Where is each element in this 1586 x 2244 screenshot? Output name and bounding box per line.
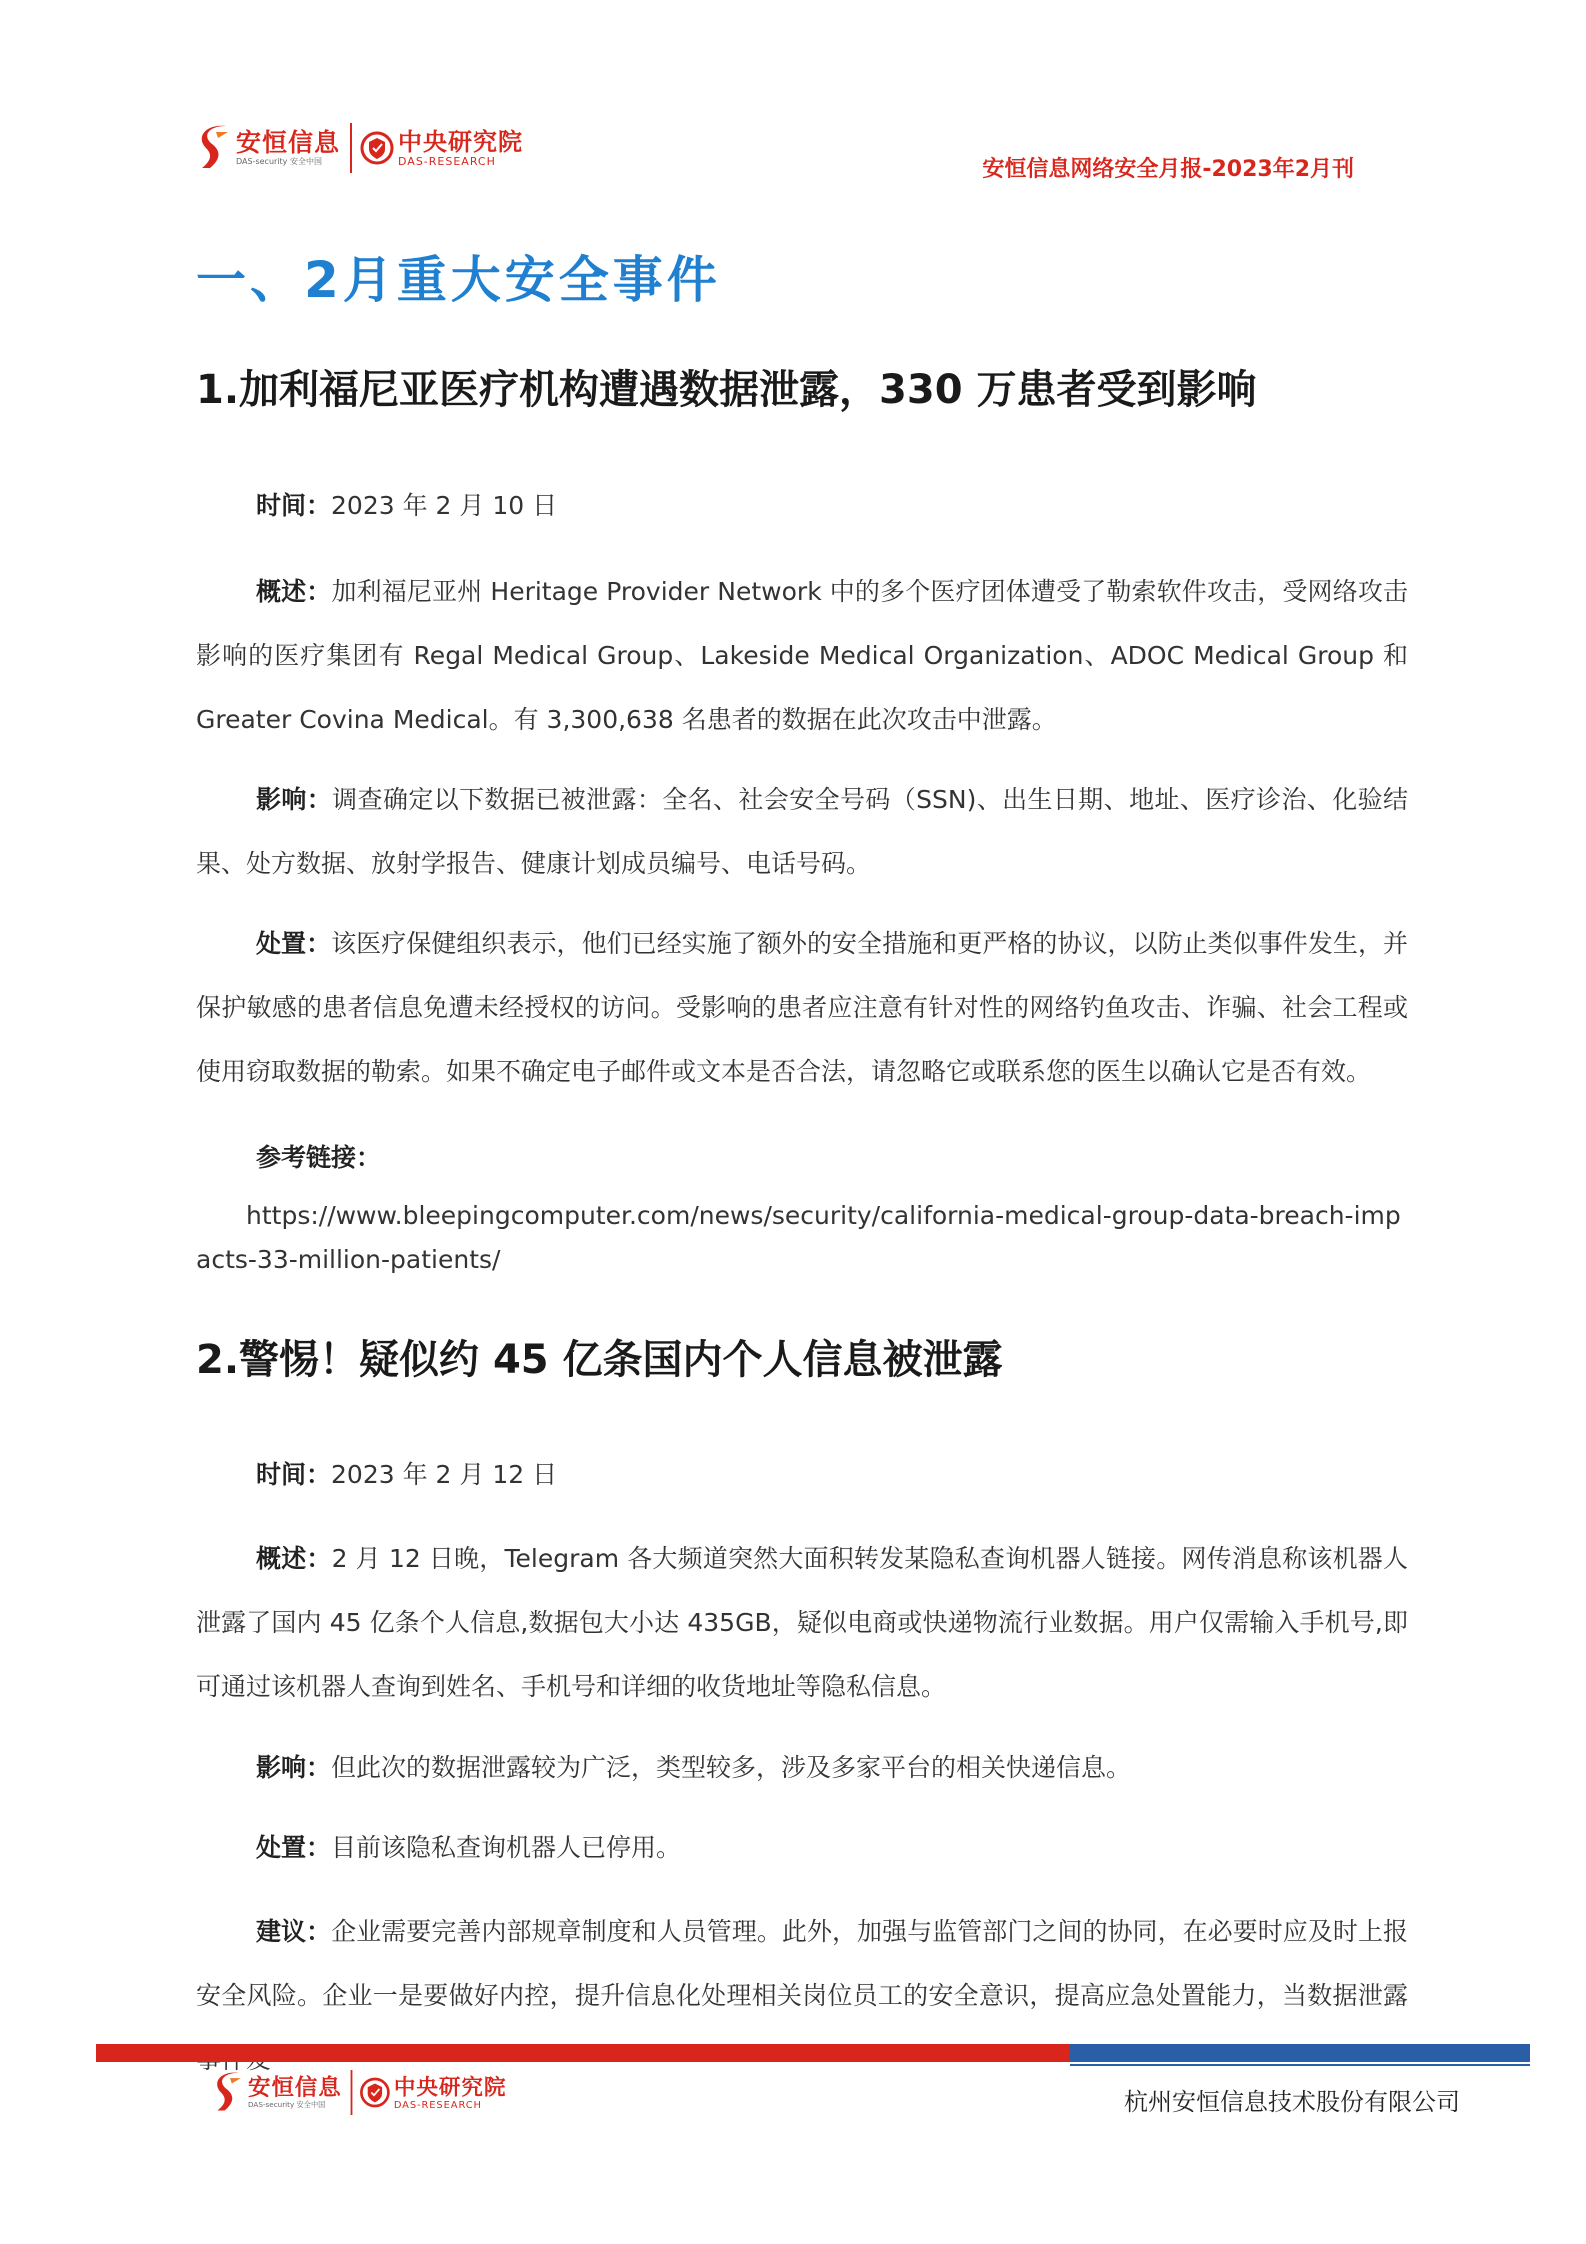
summary-label: 概述： — [256, 577, 332, 606]
event-2-impact-text: 但此次的数据泄露较为广泛，类型较多，涉及多家平台的相关快递信息。 — [331, 1753, 1132, 1782]
research-shield-icon — [360, 2077, 391, 2108]
summary-label: 概述： — [256, 1544, 332, 1573]
reference-link[interactable]: https://www.bleepingcomputer.com/news/security/california-medical-group-data-breach-impacts-33-million-patients/ — [196, 1201, 1401, 1274]
event-2-impact — [196, 1736, 1408, 1800]
footer-blue-line — [1070, 2064, 1530, 2066]
advice-label: 建议： — [256, 1917, 332, 1946]
event-2-summary — [196, 1527, 1408, 1719]
footer-research-logo-sub: DAS-RESEARCH — [393, 2098, 482, 2111]
event-1-time — [196, 474, 1408, 538]
event-2-time — [196, 1443, 1408, 1507]
impact-label: 影响： — [256, 785, 333, 814]
response-label: 处置： — [256, 929, 332, 958]
event-2-response-text: 目前该隐私查询机器人已停用。 — [331, 1833, 682, 1862]
header-logos — [196, 118, 523, 178]
das-swoosh-icon — [196, 122, 232, 174]
footer-das-logo — [212, 2069, 342, 2116]
event-1-summary — [196, 560, 1408, 752]
event-1-impact — [196, 768, 1408, 896]
time-label: 时间： — [256, 1460, 332, 1489]
logo-divider — [350, 123, 352, 173]
event-1-response — [196, 912, 1408, 1104]
das-logo-name: 安恒信息 — [236, 128, 341, 157]
footer-research-logo-name: 中央研究院 — [393, 2074, 507, 2100]
footer-blue-bar — [1070, 2044, 1530, 2062]
report-title: 安恒信息网络安全月报-2023年2月刊 — [982, 157, 1354, 182]
response-label: 处置： — [256, 1833, 332, 1862]
das-swoosh-icon — [212, 2069, 244, 2116]
section-title: 一、2月重大安全事件 — [196, 251, 721, 309]
footer-logo-divider — [351, 2070, 353, 2115]
research-shield-icon — [360, 131, 394, 165]
reference-label: 参考链接： — [256, 1143, 382, 1172]
das-logo-sub: DAS-security 安全中国 — [236, 157, 322, 166]
das-security-logo — [196, 122, 340, 174]
event-2-response — [196, 1816, 1408, 1880]
event-2-summary-text: 2 月 12 日晚，Telegram 各大频道突然大面积转发某隐私查询机器人链接。网传消息称该机器人泄露了国内 45 亿条个人信息,数据包大小达 435GB，疑似电商或快递物流行业数据。用户仅需输入手机号,即可通过该机器人查询到姓名、手机号和详细的收货地址等隐私信息。 — [196, 1544, 1408, 1701]
event-2-advice-text: 企业需要完善内部规章制度和人员管理。此外，加强与监管部门之间的协同，在必要时应及时上报安全风险。企业一是要做好内控，提升信息化处理相关岗位员工的安全意识，提高应急处置能力，当数据泄露 — [196, 1917, 1408, 2010]
das-research-logo — [360, 128, 523, 168]
event-1-summary-text: 加利福尼亚州 Heritage Provider Network 中的多个医疗团体遭受了勒索软件攻击，受网络攻击影响的医疗集团有 Regal Medical Group、Lakeside Medical Organization、ADOC Medical Group 和 Greater Covina Medical。有 3,300,638 名患者的数据在此次攻击中泄露。 — [196, 577, 1408, 734]
footer-red-bar — [96, 2044, 1070, 2062]
time-label: 时间： — [256, 491, 332, 520]
impact-label: 影响： — [256, 1753, 332, 1782]
event-1-time-value: 2023 年 2 月 10 日 — [331, 491, 558, 520]
footer-logos — [212, 2070, 506, 2115]
footer-das-logo-name: 安恒信息 — [248, 2074, 342, 2101]
research-logo-sub: DAS-RESEARCH — [398, 155, 496, 168]
event-1-response-text: 该医疗保健组织表示，他们已经实施了额外的安全措施和更严格的协议，以防止类似事件发生，并保护敏感的患者信息免遭未经授权的访问。受影响的患者应注意有针对性的网络钓鱼攻击、诈骗、社会工程或使用窃取数据的勒索。如果不确定电子邮件或文本是否合法，请忽略它或联系您的医生以确认它是否有效。 — [196, 929, 1408, 1086]
event-2-time-value: 2023 年 2 月 12 日 — [331, 1460, 558, 1489]
research-logo-name: 中央研究院 — [398, 128, 524, 156]
event-1-title: 1.加利福尼亚医疗机构遭遇数据泄露，330 万患者受到影响 — [196, 367, 1257, 413]
footer-research-logo — [360, 2075, 507, 2111]
event-1-impact-text: 调查确定以下数据已被泄露：全名、社会安全号码（SSN)、出生日期、地址、医疗诊治、化验结果、处方数据、放射学报告、健康计划成员编号、电话号码。 — [196, 785, 1408, 878]
footer-company-name: 杭州安恒信息技术股份有限公司 — [1124, 2088, 1460, 2116]
footer-das-logo-sub: DAS-security 安全中国 — [248, 2100, 326, 2109]
event-2-title: 2.警惕！疑似约 45 亿条国内个人信息被泄露 — [196, 1337, 1003, 1383]
